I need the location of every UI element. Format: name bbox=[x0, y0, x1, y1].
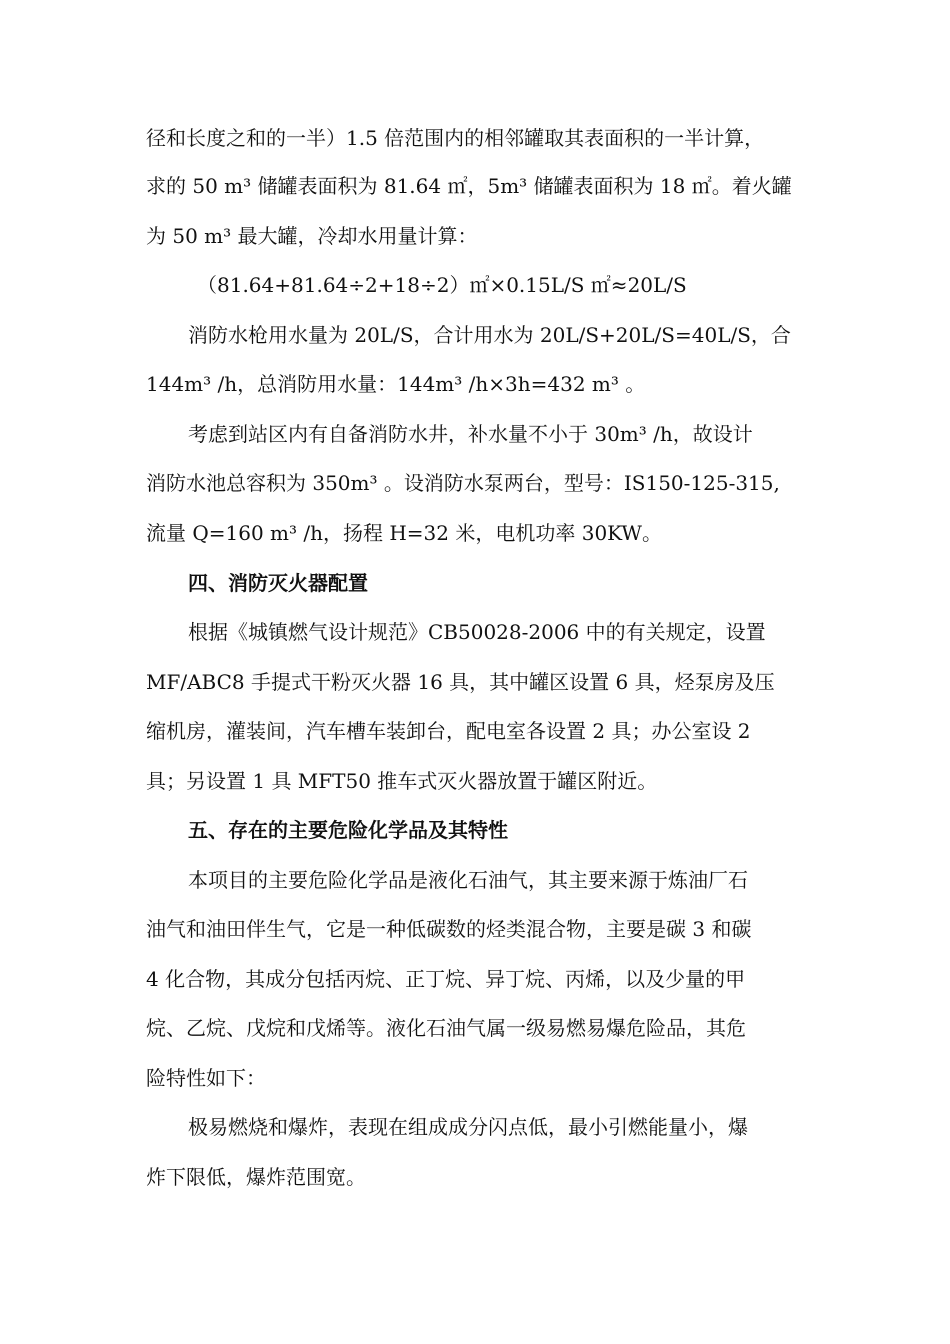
paragraph-line: 险特性如下： bbox=[146, 1066, 266, 1090]
paragraph-line: 考虑到站区内有自备消防水井，补水量不小于 30m³ /h，故设计 bbox=[188, 422, 753, 446]
formula-line: （81.64+81.64÷2+18÷2）㎡×0.15L/S ㎡≈20L/S bbox=[197, 273, 687, 297]
paragraph-line: 缩机房，灌装间，汽车槽车装卸台，配电室各设置 2 具；办公室设 2 bbox=[146, 719, 751, 743]
paragraph-line: 径和长度之和的一半）1.5 倍范围内的相邻罐取其表面积的一半计算， bbox=[146, 126, 765, 150]
paragraph-line: 消防水枪用水量为 20L/S，合计用水为 20L/S+20L/S=40L/S，合 bbox=[188, 323, 791, 347]
paragraph-line: 144m³ /h，总消防用水量：144m³ /h×3h=432 m³ 。 bbox=[146, 372, 646, 396]
paragraph-line: 4 化合物，其成分包括丙烷、正丁烷、异丁烷、丙烯，以及少量的甲 bbox=[146, 967, 746, 991]
paragraph-line: 消防水池总容积为 350m³ 。设消防水泵两台，型号：IS150-125-315, bbox=[146, 471, 780, 495]
paragraph-line: 根据《城镇燃气设计规范》CB50028-2006 中的有关规定，设置 bbox=[188, 620, 766, 644]
paragraph-line: 炸下限低，爆炸范围宽。 bbox=[146, 1165, 366, 1189]
section-heading: 五、存在的主要危险化学品及其特性 bbox=[188, 818, 508, 842]
paragraph-line: 烷、乙烷、戊烷和戊烯等。液化石油气属一级易燃易爆危险品，其危 bbox=[146, 1016, 746, 1040]
section-heading: 四、消防灭火器配置 bbox=[188, 571, 368, 595]
paragraph-line: 具；另设置 1 具 MFT50 推车式灭火器放置于罐区附近。 bbox=[146, 769, 658, 793]
paragraph-line: 极易燃烧和爆炸，表现在组成成分闪点低，最小引燃能量小，爆 bbox=[188, 1115, 748, 1139]
paragraph-line: 油气和油田伴生气，它是一种低碳数的烃类混合物，主要是碳 3 和碳 bbox=[146, 917, 752, 941]
paragraph-line: 流量 Q=160 m³ /h，扬程 H=32 米，电机功率 30KW。 bbox=[146, 521, 662, 545]
paragraph-line: MF/ABC8 手提式干粉灭火器 16 具，其中罐区设置 6 具，烃泵房及压 bbox=[146, 670, 775, 694]
paragraph-line: 求的 50 m³ 储罐表面积为 81.64 ㎡，5m³ 储罐表面积为 18 ㎡。着火罐 bbox=[146, 174, 792, 198]
paragraph-line: 本项目的主要危险化学品是液化石油气，其主要来源于炼油厂石 bbox=[188, 868, 748, 892]
paragraph-line: 为 50 m³ 最大罐，冷却水用量计算： bbox=[146, 224, 478, 248]
